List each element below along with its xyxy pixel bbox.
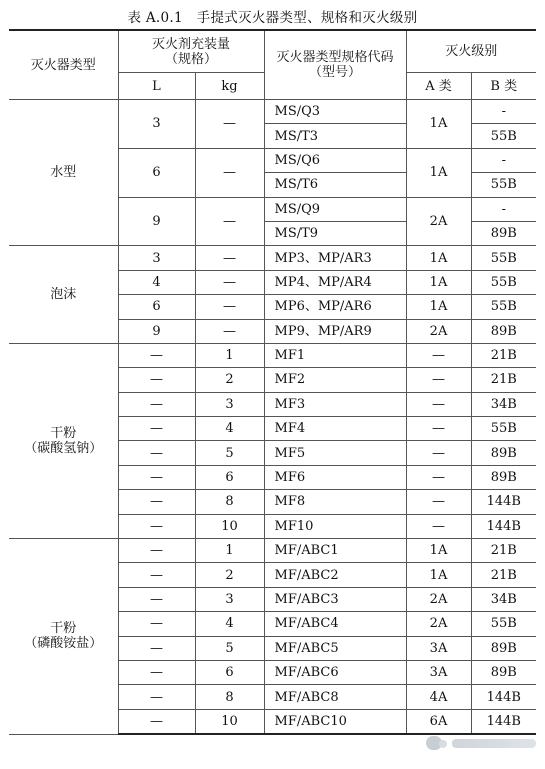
table-row [9, 539, 536, 563]
class-b-cell: 34B [471, 392, 536, 416]
capacity-l-cell: — [118, 392, 195, 416]
class-a-cell: 1A [406, 246, 471, 270]
capacity-l-cell: — [118, 514, 195, 538]
class-b-cell: 144B [471, 514, 536, 538]
class-b-cell: 55B [471, 270, 536, 294]
code-cell: MF/ABC1 [264, 539, 406, 563]
class-a-cell: 2A [406, 612, 471, 636]
table-caption: 表 A.0.1 手提式灭火器类型、规格和灭火级别 [127, 10, 418, 26]
capacity-l-cell: 4 [118, 270, 195, 294]
class-a-cell: 2A [406, 197, 471, 246]
capacity-kg-cell: 1 [195, 343, 264, 367]
code-cell: MS/T6 [264, 173, 406, 197]
class-b-cell: 144B [471, 685, 536, 709]
class-a-cell: 3A [406, 636, 471, 660]
capacity-l-cell: 9 [118, 319, 195, 343]
class-a-cell: 2A [406, 319, 471, 343]
capacity-kg-cell: 3 [195, 587, 264, 611]
capacity-kg-cell: 4 [195, 612, 264, 636]
capacity-l-cell: — [118, 490, 195, 514]
capacity-l-cell: — [118, 539, 195, 563]
code-cell: MS/Q6 [264, 148, 406, 172]
header-rating: 灭火级别 [406, 30, 536, 73]
capacity-kg-cell: — [195, 148, 264, 197]
capacity-kg-cell: — [195, 319, 264, 343]
class-b-cell: 144B [471, 490, 536, 514]
class-b-cell: 89B [471, 441, 536, 465]
class-a-cell: 6A [406, 709, 471, 734]
capacity-l-cell: — [118, 417, 195, 441]
class-b-cell: 21B [471, 368, 536, 392]
header-class-a: A 类 [406, 73, 471, 100]
class-a-cell: — [406, 514, 471, 538]
class-a-cell: 1A [406, 539, 471, 563]
capacity-kg-cell: 6 [195, 465, 264, 489]
class-a-cell: 1A [406, 563, 471, 587]
capacity-kg-cell: 2 [195, 563, 264, 587]
capacity-kg-cell: — [195, 100, 264, 149]
capacity-kg-cell: 5 [195, 441, 264, 465]
capacity-l-cell: 3 [118, 100, 195, 149]
code-cell: MF10 [264, 514, 406, 538]
capacity-kg-cell: 10 [195, 709, 264, 734]
wechat-icon [426, 736, 442, 750]
class-b-cell: - [471, 148, 536, 172]
capacity-l-cell: 3 [118, 246, 195, 270]
code-cell: MF/ABC8 [264, 685, 406, 709]
class-a-cell: — [406, 417, 471, 441]
capacity-kg-cell: — [195, 246, 264, 270]
class-b-cell: 89B [471, 636, 536, 660]
class-b-cell: 34B [471, 587, 536, 611]
type-cell: 干粉 （磷酸铵盐） [9, 539, 118, 735]
capacity-kg-cell: — [195, 295, 264, 319]
code-cell: MF/ABC10 [264, 709, 406, 734]
capacity-l-cell: — [118, 636, 195, 660]
capacity-kg-cell: 1 [195, 539, 264, 563]
header-unit-kg: kg [195, 73, 264, 100]
class-a-cell: 3A [406, 660, 471, 684]
type-cell: 水型 [9, 100, 118, 246]
code-cell: MF4 [264, 417, 406, 441]
header-code: 灭火器类型规格代码 （型号） [264, 30, 406, 100]
capacity-l-cell: 6 [118, 148, 195, 197]
class-b-cell: 89B [471, 660, 536, 684]
class-a-cell: — [406, 343, 471, 367]
code-cell: MP4、MP/AR4 [264, 270, 406, 294]
capacity-l-cell: — [118, 343, 195, 367]
code-cell: MS/T9 [264, 221, 406, 245]
extinguisher-table [9, 29, 536, 735]
class-a-cell: 2A [406, 587, 471, 611]
capacity-kg-cell: 5 [195, 636, 264, 660]
class-b-cell: - [471, 197, 536, 221]
class-b-cell: 89B [471, 319, 536, 343]
table-row [9, 343, 536, 367]
class-b-cell: 144B [471, 709, 536, 734]
code-cell: MS/Q3 [264, 100, 406, 124]
class-b-cell: 55B [471, 124, 536, 148]
class-b-cell: 55B [471, 612, 536, 636]
code-cell: MS/T3 [264, 124, 406, 148]
capacity-kg-cell: 8 [195, 490, 264, 514]
class-b-cell: 55B [471, 173, 536, 197]
code-cell: MP6、MP/AR6 [264, 295, 406, 319]
capacity-l-cell: — [118, 441, 195, 465]
code-cell: MS/Q9 [264, 197, 406, 221]
capacity-l-cell: 6 [118, 295, 195, 319]
capacity-l-cell: — [118, 587, 195, 611]
capacity-kg-cell: — [195, 270, 264, 294]
class-b-cell: 55B [471, 417, 536, 441]
capacity-l-cell: — [118, 465, 195, 489]
class-b-cell: 21B [471, 563, 536, 587]
table-row [9, 100, 536, 124]
code-cell: MF3 [264, 392, 406, 416]
class-b-cell: 89B [471, 465, 536, 489]
table-row [9, 246, 536, 270]
code-cell: MF/ABC4 [264, 612, 406, 636]
class-a-cell: 1A [406, 295, 471, 319]
capacity-kg-cell: 4 [195, 417, 264, 441]
capacity-kg-cell: 2 [195, 368, 264, 392]
class-b-cell: 89B [471, 221, 536, 245]
capacity-l-cell: — [118, 368, 195, 392]
code-cell: MF/ABC3 [264, 587, 406, 611]
class-a-cell: — [406, 490, 471, 514]
class-a-cell: 1A [406, 270, 471, 294]
code-cell: MF/ABC2 [264, 563, 406, 587]
capacity-l-cell: — [118, 685, 195, 709]
capacity-kg-cell: 6 [195, 660, 264, 684]
code-cell: MF2 [264, 368, 406, 392]
header-type: 灭火器类型 [9, 30, 118, 100]
capacity-l-cell: 9 [118, 197, 195, 246]
capacity-l-cell: — [118, 563, 195, 587]
class-b-cell: 21B [471, 539, 536, 563]
type-cell: 干粉 （碳酸氢钠） [9, 343, 118, 538]
class-a-cell: 1A [406, 100, 471, 149]
class-b-cell: - [471, 100, 536, 124]
type-cell: 泡沫 [9, 246, 118, 344]
class-a-cell: — [406, 441, 471, 465]
class-b-cell: 21B [471, 343, 536, 367]
capacity-kg-cell: 10 [195, 514, 264, 538]
capacity-kg-cell: 3 [195, 392, 264, 416]
code-cell: MF8 [264, 490, 406, 514]
capacity-kg-cell: — [195, 197, 264, 246]
capacity-l-cell: — [118, 660, 195, 684]
capacity-l-cell: — [118, 709, 195, 734]
class-a-cell: 1A [406, 148, 471, 197]
class-b-cell: 55B [471, 246, 536, 270]
code-cell: MF/ABC5 [264, 636, 406, 660]
header-class-b: B 类 [471, 73, 536, 100]
code-cell: MF5 [264, 441, 406, 465]
code-cell: MF6 [264, 465, 406, 489]
code-cell: MF/ABC6 [264, 660, 406, 684]
capacity-kg-cell: 8 [195, 685, 264, 709]
capacity-l-cell: — [118, 612, 195, 636]
code-cell: MP3、MP/AR3 [264, 246, 406, 270]
watermark [426, 733, 536, 753]
watermark-text-stamp [452, 739, 536, 748]
class-b-cell: 55B [471, 295, 536, 319]
code-cell: MP9、MP/AR9 [264, 319, 406, 343]
code-cell: MF1 [264, 343, 406, 367]
class-a-cell: 4A [406, 685, 471, 709]
class-a-cell: — [406, 392, 471, 416]
header-capacity: 灭火剂充装量 （规格） [118, 30, 264, 73]
class-a-cell: — [406, 368, 471, 392]
class-a-cell: — [406, 465, 471, 489]
header-unit-l: L [118, 73, 195, 100]
